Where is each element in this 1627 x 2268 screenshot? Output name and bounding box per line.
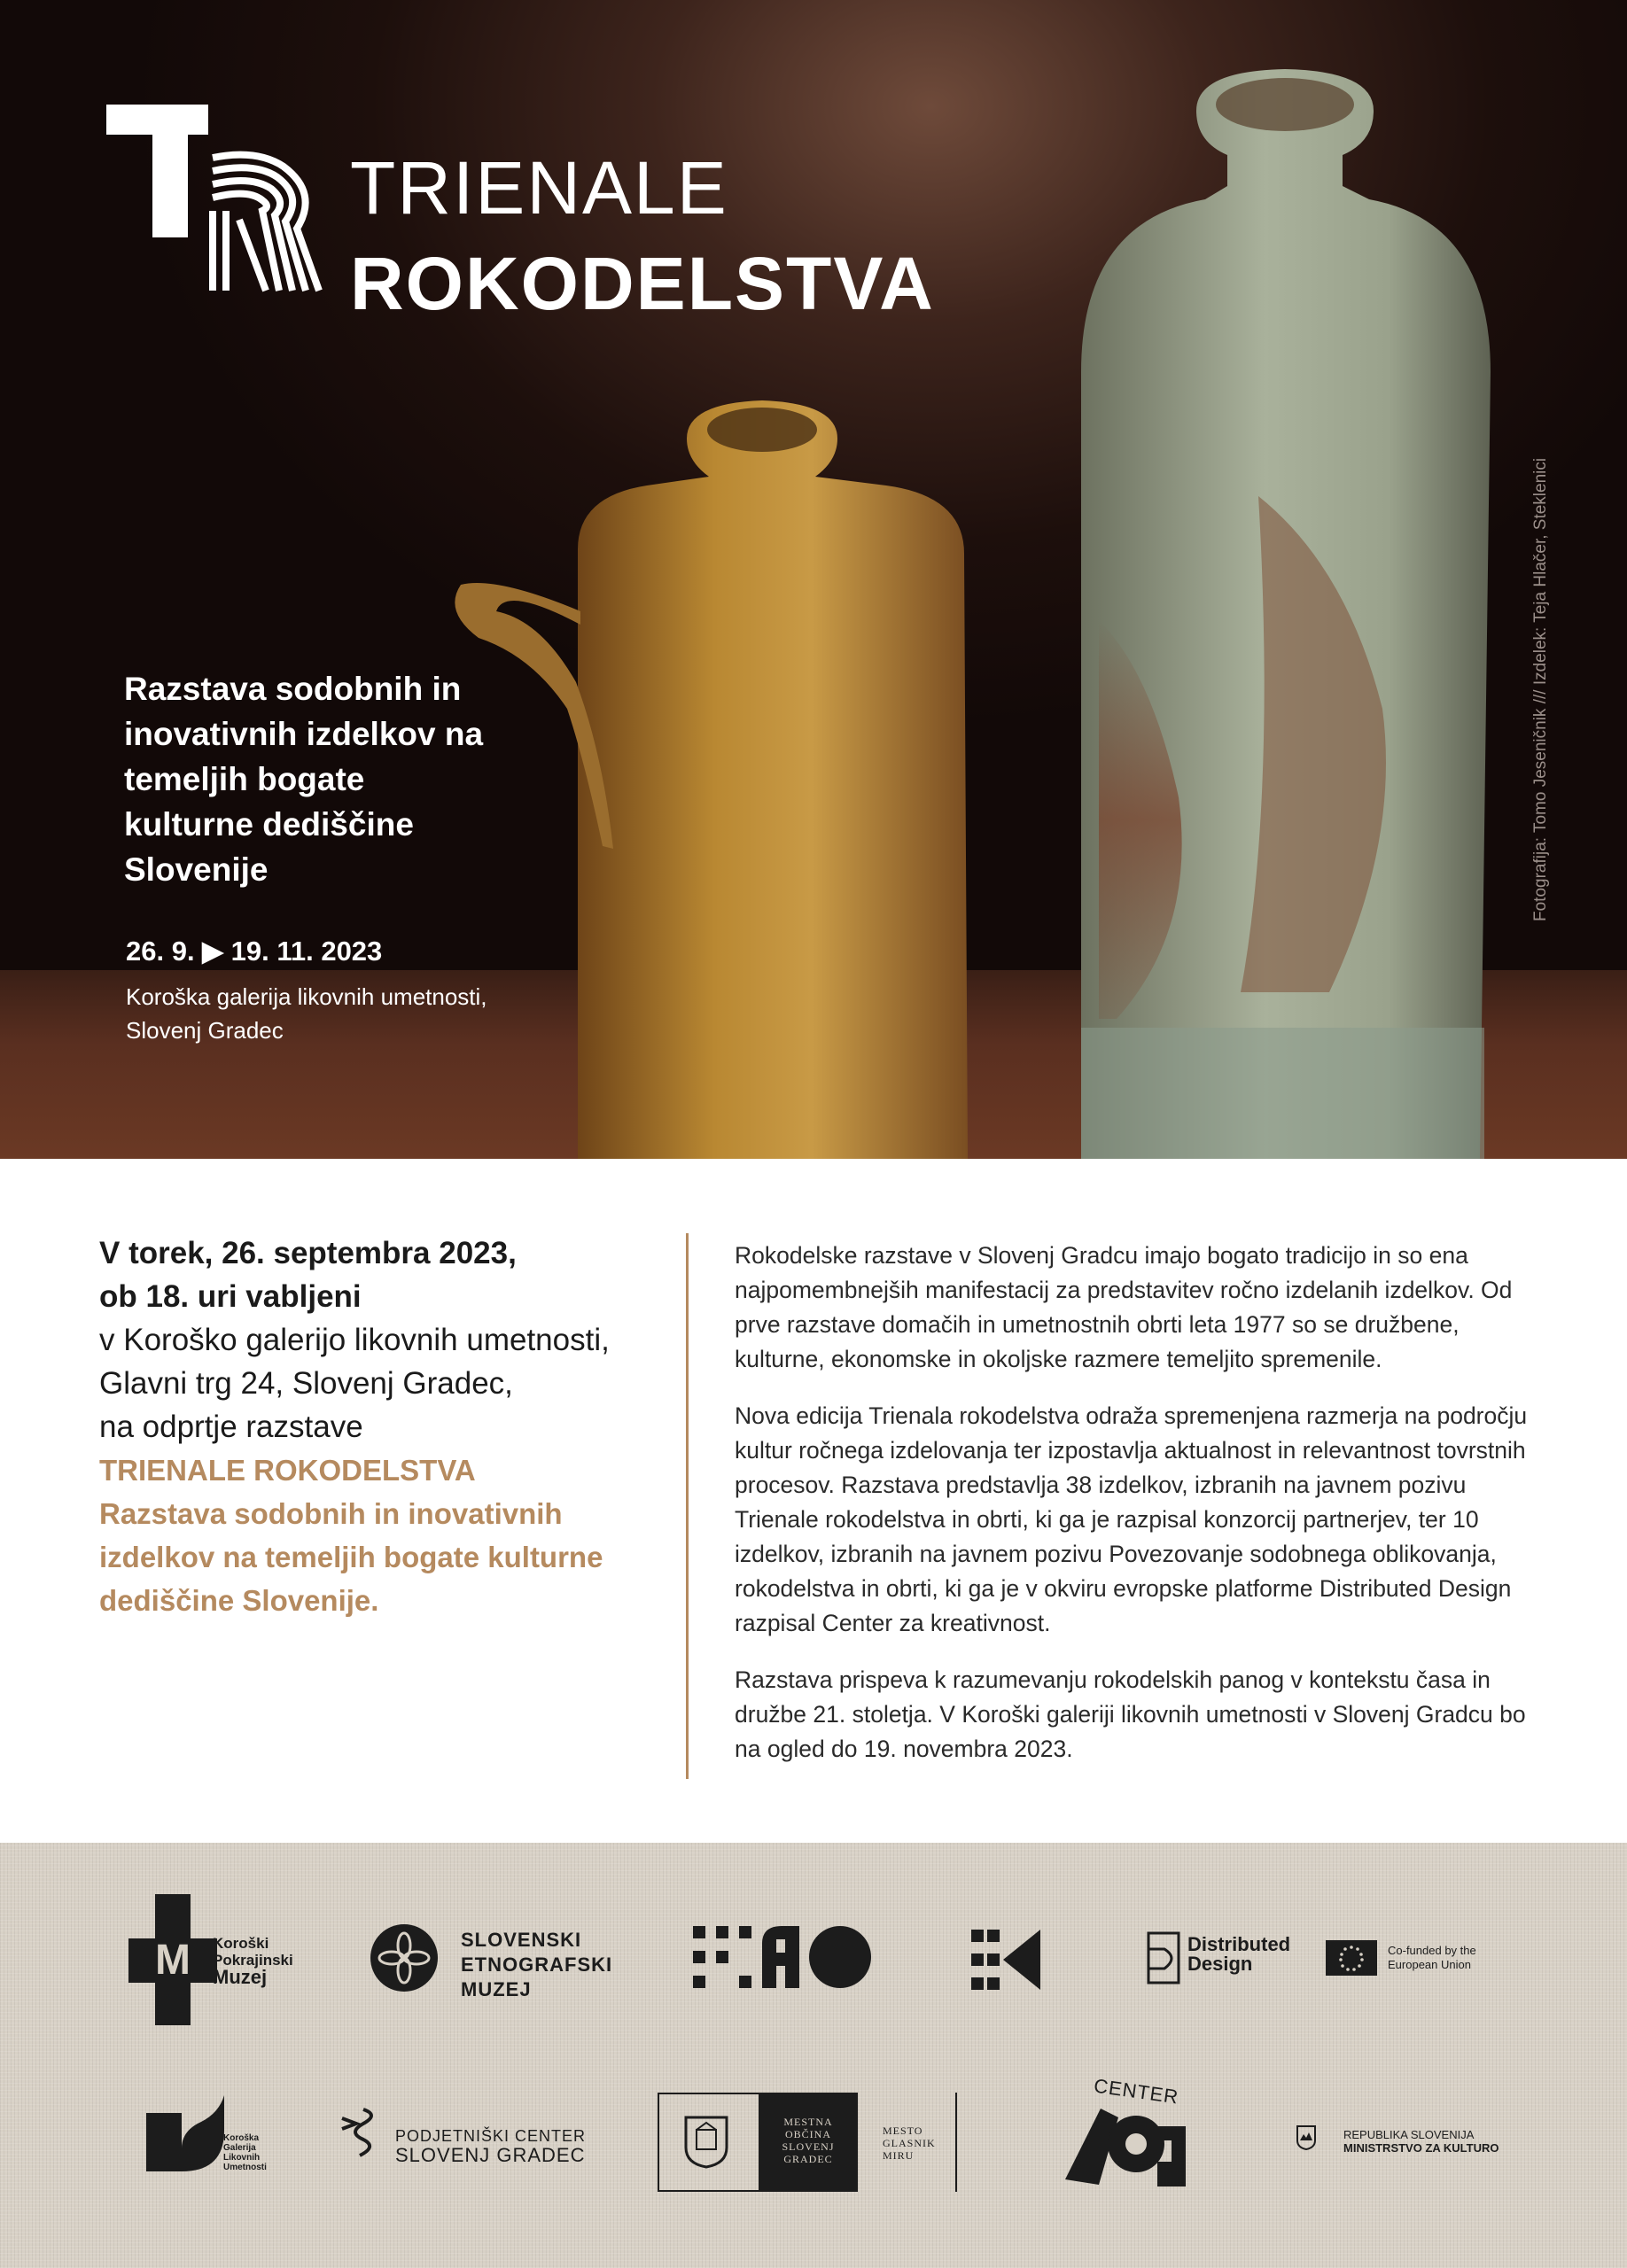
sem-line2: ETNOGRAFSKI [461, 1953, 613, 1976]
inv-line1: V torek, 26. septembra 2023, [99, 1236, 517, 1270]
mo-line3: SLOVENJ [782, 2140, 835, 2153]
kglu-logo-icon [146, 2095, 226, 2171]
kglu-line4: Umetnosti [223, 2163, 267, 2172]
republika-slovenija-text [1343, 2128, 1499, 2155]
mgm-line2: GLASNIK [883, 2137, 936, 2149]
slovenia-crest-icon [1296, 2124, 1317, 2151]
kglu-logo-text [223, 2133, 267, 2172]
kpm-logo-text [213, 1935, 293, 1988]
eu-flag-icon [1326, 1940, 1377, 1976]
sem-logo-text [461, 1928, 612, 2002]
inv-line5: na odprtje razstave [99, 1410, 363, 1444]
sem-line3: MUZEJ [461, 1978, 532, 2000]
coat-of-arms-icon [684, 2116, 728, 2169]
svg-text:M: M [155, 1937, 191, 1984]
dd-line2: Design [1187, 1953, 1253, 1975]
kglu-line3: Likovnih [223, 2153, 261, 2163]
mao-logo-icon [693, 1926, 875, 1990]
eu-line2: European Union [1388, 1958, 1471, 1971]
center-rog-logo-icon [1065, 2100, 1187, 2188]
desc-paragraph-1: Rokodelske razstave v Slovenj Gradcu imajo bogato tradicijo in so ena najpomembnejših manifestacij za predstavitev ročno izdelanih izdelkov. Od prve razstave domačih in umetnostnih obrti leta 1977 so se družbene, kulturne, ekonomske in okoljske razmere temeljito spremenile. [735, 1242, 1513, 1372]
wordmark-line1: TRIENALE [350, 146, 728, 229]
inv-title: TRIENALE ROKODELSTVA [99, 1454, 476, 1487]
kpm-line1: Koroški [213, 1935, 269, 1952]
inv-subtitle2: izdelkov na temeljih bogate kulturne [99, 1541, 603, 1573]
rs-line2: MINISTRSTVO ZA KULTURO [1343, 2141, 1499, 2155]
desc-paragraph-3: Razstava prispeva k razumevanju rokodelskih panog v kontekstu časa in družbe 21. stoletja. V Koroški galeriji likovnih umetnosti v Slovenj Gradcu bo na ogled do 19. novembra 2023. [735, 1666, 1526, 1762]
mesto-glasnik-miru-text [883, 2124, 936, 2162]
kpm-logo-icon [128, 1894, 217, 2025]
description [735, 1239, 1532, 1789]
pc-line2: SLOVENJ GRADEC [395, 2144, 586, 2166]
center-rog-label: CENTER [1092, 2074, 1180, 2109]
mo-line2: OBČINA [784, 2128, 831, 2140]
dd-line1: Distributed [1187, 1933, 1291, 1955]
inv-line4: Glavni trg 24, Slovenj Gradec, [99, 1366, 513, 1401]
column-divider [686, 1233, 689, 1779]
inv-subtitle1: Razstava sodobnih in inovativnih [99, 1497, 563, 1530]
venue-line1: Koroška galerija likovnih umetnosti, [126, 983, 487, 1010]
podjetniski-center-text [395, 2126, 586, 2165]
mestna-obcina-text [759, 2094, 858, 2190]
mestna-obcina-logo [658, 2093, 858, 2192]
mo-line1: MESTNA [783, 2116, 833, 2128]
trienale-logo-icon [106, 105, 337, 299]
wordmark-line2: ROKODELSTVA [350, 242, 935, 325]
sem-line1: SLOVENSKI [461, 1929, 582, 1951]
ek-logo-icon [971, 1930, 1042, 1990]
exhibition-venue [126, 980, 569, 1047]
venue-line2: Slovenj Gradec [126, 1017, 284, 1044]
rs-line1: REPUBLIKA SLOVENIJA [1343, 2128, 1475, 2141]
inv-subtitle3: dediščine Slovenije. [99, 1584, 379, 1617]
sem-logo-icon [369, 1922, 440, 1993]
tall-bottle [1081, 69, 1491, 1159]
kglu-line2: Galerija [223, 2143, 256, 2153]
podjetniski-center-icon [337, 2106, 383, 2159]
mgm-line1: MESTO [883, 2124, 923, 2137]
kglu-line1: Koroška [223, 2133, 260, 2143]
pc-line1: PODJETNIŠKI CENTER [395, 2127, 587, 2145]
eu-line1: Co-funded by the [1388, 1944, 1476, 1957]
trienale-wordmark [350, 146, 935, 325]
inv-line2: ob 18. uri vabljeni [99, 1279, 362, 1314]
kpm-line2: Pokrajinski [213, 1952, 293, 1969]
inv-line3: v Koroško galerijo likovnih umetnosti, [99, 1323, 610, 1357]
logo-divider [955, 2093, 957, 2192]
mgm-line3: MIRU [883, 2149, 915, 2162]
distributed-design-text [1187, 1935, 1290, 1974]
desc-paragraph-2: Nova edicija Trienala rokodelstva odraža spremenjena razmerja na področju kultur ročnega izdelovanja ter izpostavlja aktualnost in relevantnost tovrstnih procesov. Razstava predstavlja 38 izdelkov, izbranih na javnem pozivu Trienale rokodelstva in obrti, ki ga je razpisal konzorcij partnerjev, ter 10 izdelkov, izbranih na javnem pozivu Povezovanje sodobnega oblikovanja, rokodelstva in obrti, ki ga je v okviru evropske platforme Distributed Design razpisal Center za kreativnost. [735, 1402, 1528, 1636]
sponsor-footer [0, 1843, 1627, 2268]
kpm-line3: Muzej [213, 1966, 268, 1988]
mo-line4: GRADEC [783, 2153, 833, 2165]
photo-credit: Fotografija: Tomo Jeseničnik /// Izdelek: Teja Hlačer, Steklenici [1531, 457, 1550, 921]
hero-tagline: Razstava sodobnih in inovativnih izdelkov na temeljih bogate kulturne dediščine Slovenije [124, 671, 484, 888]
distributed-design-icon [1147, 1931, 1180, 1984]
invitation-text [99, 1231, 649, 1622]
eu-cofunded-text [1388, 1944, 1476, 1972]
exhibition-dates: 26. 9. ▶ 19. 11. 2023 [126, 936, 383, 967]
